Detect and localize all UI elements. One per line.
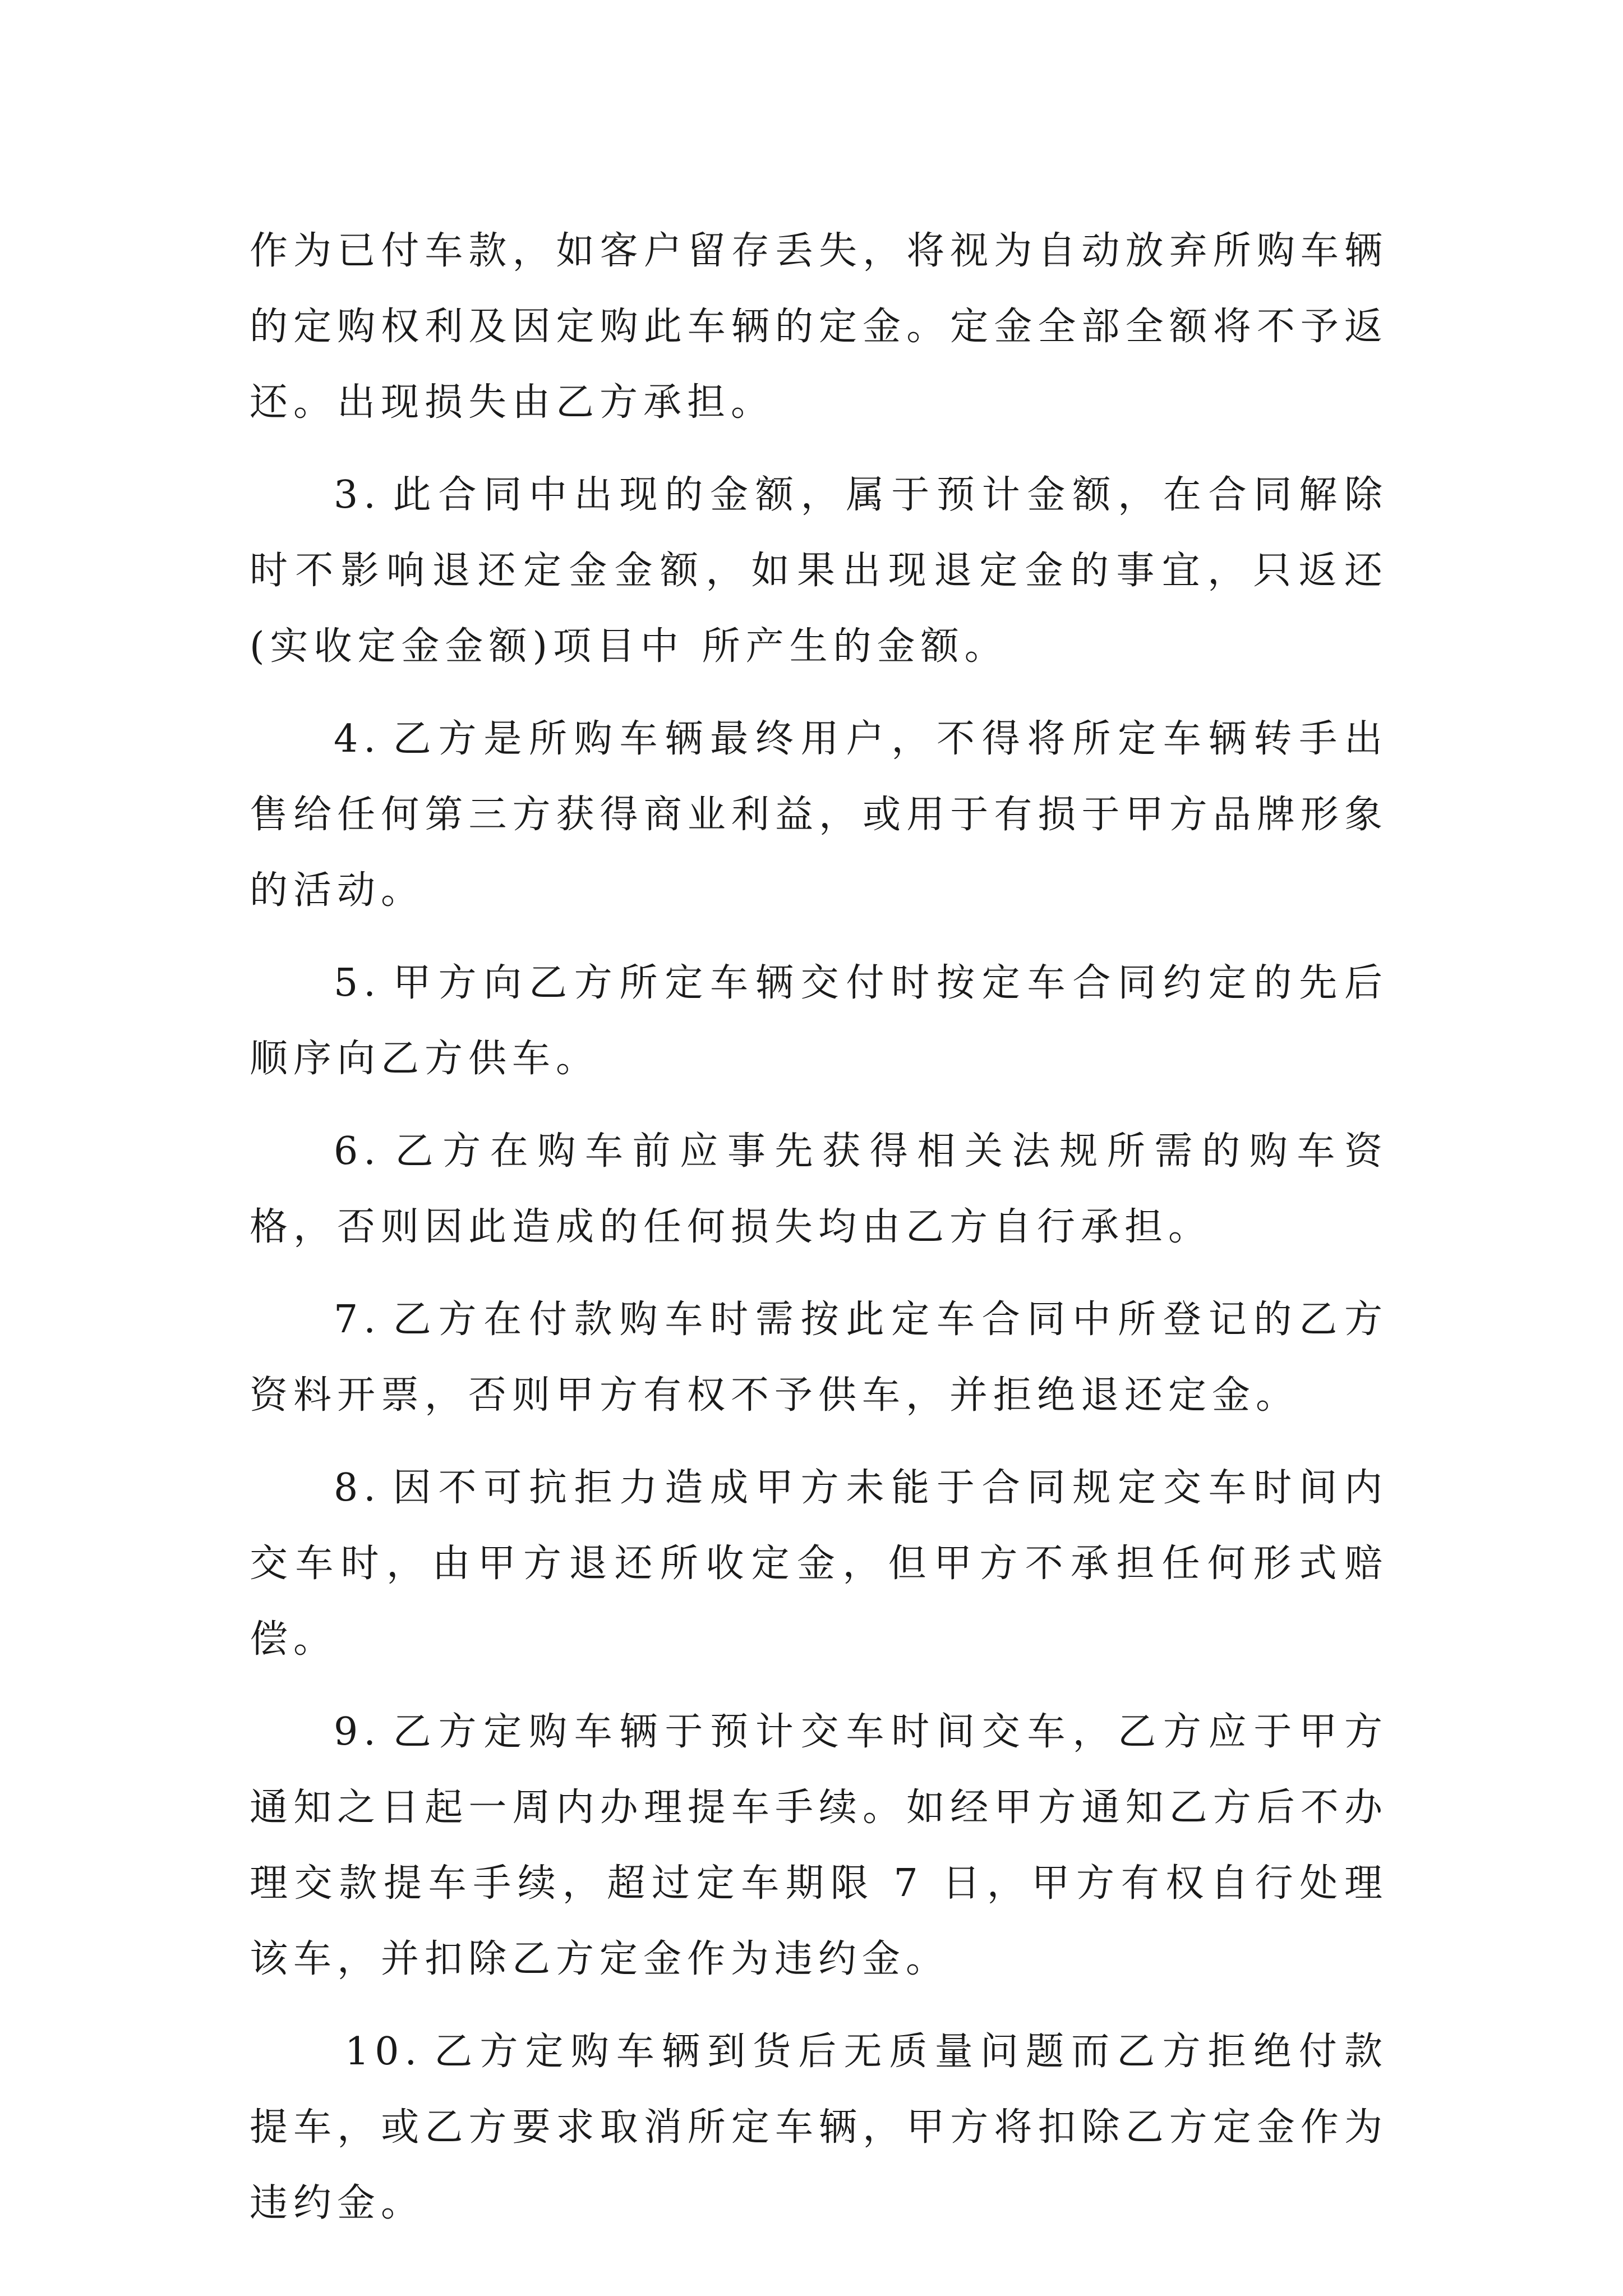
clause-number: 3.: [334, 473, 381, 517]
clause-6: [250, 1114, 1388, 1265]
clause-4: [250, 701, 1388, 928]
clause-text: 乙方在购车前应事先获得相关法规所需的购车资格，否则因此造成的任何损失均由乙方自行承担。: [250, 1129, 1388, 1249]
paragraph-continuation: [250, 213, 1388, 440]
document-body: [250, 213, 1388, 2258]
clause-number: 4.: [334, 717, 381, 761]
clause-text: 此合同中出现的金额，属于预计金额，在合同解除时不影响退还定金金额，如果出现退定金的事宜，只返还(实收定金金额)项目中 所产生的金额。: [250, 473, 1388, 669]
clause-text: 乙方定购车辆于预计交车时间交车，乙方应于甲方通知之日起一周内办理提车手续。如经甲方通知乙方后不办理交款提车手续，超过定车期限 7 日，甲方有权自行处理该车，并扣除乙方定金作为违约金。: [250, 1710, 1388, 1981]
clause-text: 甲方向乙方所定车辆交付时按定车合同约定的先后顺序向乙方供车。: [250, 961, 1388, 1081]
clause-number: 6.: [334, 1129, 381, 1174]
clause-10: [250, 2014, 1388, 2241]
clause-text: 因不可抗拒力造成甲方未能于合同规定交车时间内交车时，由甲方退还所收定金，但甲方不承担任何形式赔偿。: [250, 1466, 1388, 1662]
clause-text: 乙方是所购车辆最终用户，不得将所定车辆转手出售给任何第三方获得商业利益，或用于有损于甲方品牌形象的活动。: [250, 717, 1388, 913]
clause-number: 10.: [345, 2030, 423, 2074]
clause-5: [250, 945, 1388, 1097]
clause-7: [250, 1282, 1388, 1433]
clause-8: [250, 1450, 1388, 1677]
paragraph-text: 作为已付车款，如客户留存丢失，将视为自动放弃所购车辆的定购权利及因定购此车辆的定金。定金全部全额将不予返还。出现损失由乙方承担。: [250, 229, 1388, 425]
clause-number: 9.: [334, 1710, 381, 1754]
clause-3: [250, 457, 1388, 684]
clause-number: 5.: [334, 961, 381, 1005]
clause-text: 乙方在付款购车时需按此定车合同中所登记的乙方资料开票，否则甲方有权不予供车，并拒绝退还定金。: [250, 1297, 1388, 1418]
clause-9: [250, 1694, 1388, 1997]
clause-text: 乙方定购车辆到货后无质量问题而乙方拒绝付款提车，或乙方要求取消所定车辆，甲方将扣除乙方定金作为违约金。: [250, 2030, 1388, 2225]
clause-number: 8.: [334, 1466, 381, 1510]
clause-number: 7.: [334, 1297, 381, 1342]
